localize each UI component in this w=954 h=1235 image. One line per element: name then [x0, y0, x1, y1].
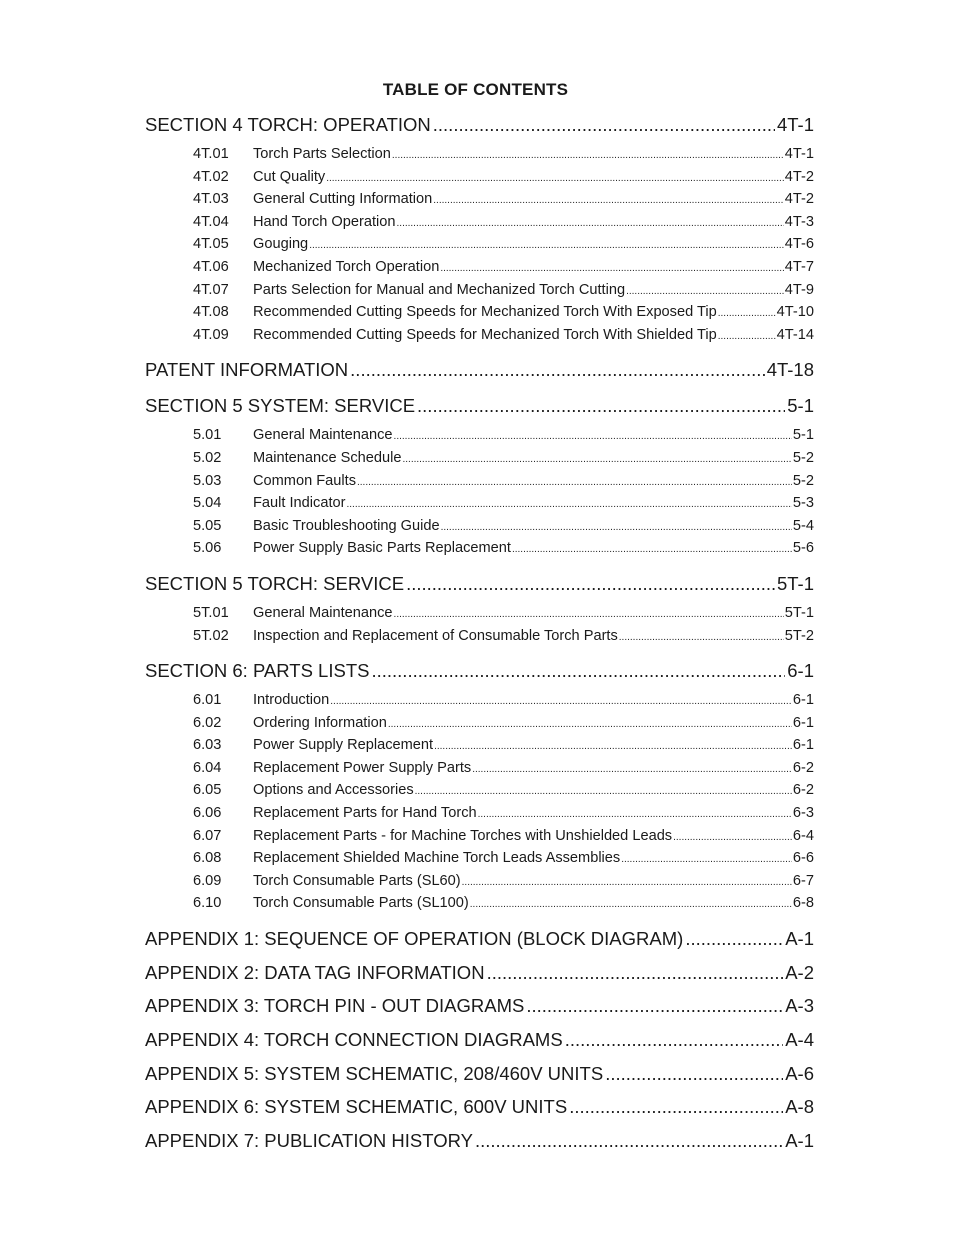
section-heading[interactable]: [145, 358, 814, 382]
dot-leader: [605, 1062, 783, 1086]
toc-item[interactable]: [193, 690, 814, 713]
entry-title: Torch Parts Selection: [253, 146, 391, 162]
entry-page-number: 5-6: [792, 540, 814, 557]
toc-item[interactable]: [193, 167, 814, 190]
entry-number: 6.08: [193, 850, 222, 867]
entry-title: APPENDIX 7: PUBLICATION HISTORY: [145, 1130, 473, 1152]
entry-number: 5.06: [193, 540, 222, 557]
spacer: [145, 1018, 814, 1028]
entry-title: Recommended Cutting Speeds for Mechanized Torch With Shielded Tip: [253, 326, 717, 343]
dot-leader: [718, 327, 776, 348]
section-items: [193, 690, 814, 916]
entry-number: 5.05: [193, 517, 222, 534]
entry-title: Options and Accessories: [253, 782, 414, 799]
toc-item[interactable]: [193, 471, 814, 494]
entry-title: PATENT INFORMATION: [145, 359, 349, 381]
entry-page-number: 5-1: [792, 427, 814, 444]
entry-page-number: 5T-1: [784, 604, 814, 621]
entry-title: SECTION 5 TORCH: SERVICE: [145, 572, 405, 594]
entry-title: Power Supply Basic Parts Replacement: [253, 540, 511, 557]
entry-number: 4T.01: [193, 146, 229, 162]
entry-page-number: 4T-18: [766, 359, 814, 381]
entry-number: 5.01: [193, 427, 222, 444]
section-heading[interactable]: [145, 113, 814, 137]
toc-page: [145, 80, 814, 1153]
dot-leader: [565, 1028, 784, 1052]
entry-title: Replacement Parts - for Machine Torches with Unshielded Leads: [253, 827, 673, 844]
toc-item[interactable]: [193, 735, 814, 758]
entry-number: 6.07: [193, 827, 222, 844]
entry-number: 5.03: [193, 472, 222, 489]
toc-item[interactable]: [193, 257, 814, 280]
entry-number: 5T.01: [193, 604, 229, 621]
spacer: [145, 1119, 814, 1129]
entry-title: Torch Consumable Parts (SL60): [253, 872, 461, 889]
dot-leader: [673, 828, 792, 849]
toc-item[interactable]: [193, 234, 814, 257]
entry-page-number: 6-3: [792, 805, 814, 822]
entry-number: 4T.06: [193, 258, 229, 275]
entry-number: 4T.02: [193, 168, 229, 185]
toc-item[interactable]: [193, 626, 814, 649]
entry-number: 6.01: [193, 692, 222, 709]
dot-leader: [619, 628, 784, 649]
dot-leader: [569, 1095, 783, 1119]
entry-title: Gouging: [253, 236, 309, 253]
entry-title: Parts Selection for Manual and Mechanized Torch Cutting: [253, 281, 626, 298]
entry-title: APPENDIX 4: TORCH CONNECTION DIAGRAMS: [145, 1029, 563, 1051]
entry-title: General Maintenance: [253, 604, 393, 621]
dot-leader: [440, 259, 783, 280]
entry-page-number: 5-4: [792, 517, 814, 534]
entry-title: SECTION 4 TORCH: OPERATION: [145, 114, 431, 135]
entry-page-number: 4T-2: [784, 168, 814, 185]
entry-title: Cut Quality: [253, 168, 326, 185]
spacer: [145, 382, 814, 394]
entry-title: Replacement Shielded Machine Torch Leads Assemblies: [253, 850, 621, 867]
spacer: [145, 1086, 814, 1096]
dot-leader: [397, 214, 784, 235]
section-heading[interactable]: [145, 659, 814, 683]
dot-leader: [406, 572, 775, 596]
entry-page-number: 6-8: [792, 895, 814, 912]
dot-leader: [621, 850, 792, 871]
spacer: [145, 916, 814, 927]
entry-page-number: A-2: [785, 961, 814, 983]
toc-item[interactable]: [193, 803, 814, 826]
appendix-heading[interactable]: [145, 994, 814, 1018]
dot-leader: [394, 427, 792, 448]
appendix-heading[interactable]: [145, 927, 814, 951]
toc-item[interactable]: [193, 848, 814, 871]
entry-title: Ordering Information: [253, 714, 387, 731]
entry-page-number: 4T-10: [776, 304, 814, 321]
entry-page-number: A-8: [785, 1096, 814, 1118]
entry-title: Fault Indicator: [253, 495, 346, 512]
entry-number: 6.09: [193, 872, 222, 889]
entry-number: 6.02: [193, 714, 222, 731]
entry-number: 4T.03: [193, 191, 229, 208]
entry-number: 6.04: [193, 759, 222, 776]
dot-leader: [309, 236, 784, 257]
toc-item[interactable]: [193, 302, 814, 325]
dot-leader: [470, 895, 792, 916]
appendix-heading[interactable]: [145, 1028, 814, 1052]
dot-leader: [357, 473, 792, 494]
toc-item[interactable]: [193, 448, 814, 471]
entry-page-number: 6-6: [792, 850, 814, 867]
entry-page-number: 4T-14: [776, 326, 814, 343]
dot-leader: [402, 450, 791, 471]
entry-title: APPENDIX 6: SYSTEM SCHEMATIC, 600V UNITS: [145, 1096, 568, 1118]
section-heading[interactable]: [145, 394, 814, 418]
dot-leader: [350, 358, 765, 382]
toc-item[interactable]: [193, 538, 814, 561]
dot-leader: [433, 191, 784, 212]
dot-leader: [512, 540, 792, 561]
spacer: [145, 561, 814, 572]
spacer: [145, 985, 814, 995]
entry-page-number: A-3: [785, 995, 814, 1017]
dot-leader: [388, 715, 792, 736]
entry-page-number: 6-1: [787, 660, 814, 682]
dot-leader: [394, 605, 784, 626]
entry-page-number: 6-1: [792, 692, 814, 709]
entry-number: 4T.09: [193, 326, 229, 343]
entry-number: 5.04: [193, 495, 222, 512]
entry-title: Recommended Cutting Speeds for Mechanized Torch With Exposed Tip: [253, 304, 717, 321]
section-items: [193, 144, 814, 347]
entry-title: APPENDIX 2: DATA TAG INFORMATION: [145, 961, 485, 983]
entry-number: 6.10: [193, 895, 222, 912]
entry-title: APPENDIX 3: TORCH PIN - OUT DIAGRAMS: [145, 995, 525, 1017]
toc-item[interactable]: [193, 189, 814, 212]
toc-item[interactable]: [193, 425, 814, 448]
entry-title: Power Supply Replacement: [253, 737, 434, 754]
entry-title: Introduction: [253, 692, 330, 709]
entry-title: General Maintenance: [253, 427, 393, 444]
entry-title: APPENDIX 1: SEQUENCE OF OPERATION (BLOCK DIAGRAM): [145, 928, 684, 950]
section-items: [193, 603, 814, 648]
toc-item[interactable]: [193, 871, 814, 894]
entry-page-number: 4T-2: [784, 191, 814, 208]
toc-item[interactable]: [193, 893, 814, 916]
appendix-heading[interactable]: [145, 1095, 814, 1119]
entry-title: Maintenance Schedule: [253, 449, 402, 466]
entry-number: 4T.04: [193, 213, 229, 230]
toc-item[interactable]: [193, 144, 814, 167]
section-items: [193, 425, 814, 561]
entry-page-number: 4T-1: [776, 114, 814, 135]
toc-item[interactable]: [193, 780, 814, 803]
entry-page-number: 6-1: [792, 737, 814, 754]
dot-leader: [478, 805, 792, 826]
toc-item[interactable]: [193, 280, 814, 303]
entry-title: Common Faults: [253, 472, 356, 489]
entry-page-number: 4T-6: [784, 236, 814, 253]
toc-item[interactable]: [193, 212, 814, 235]
entry-page-number: 4T-7: [784, 258, 814, 275]
entry-page-number: 5T-2: [784, 627, 814, 644]
entry-page-number: 6-7: [792, 872, 814, 889]
spacer: [145, 648, 814, 659]
dot-leader: [326, 169, 784, 190]
entry-title: Basic Troubleshooting Guide: [253, 517, 440, 534]
entry-page-number: A-6: [785, 1062, 814, 1084]
entry-page-number: 6-2: [792, 759, 814, 776]
appendix-heading[interactable]: [145, 961, 814, 985]
dot-leader: [392, 146, 784, 167]
dot-leader: [434, 737, 792, 758]
toc-item[interactable]: [193, 713, 814, 736]
entry-title: APPENDIX 5: SYSTEM SCHEMATIC, 208/460V UNITS: [145, 1062, 604, 1084]
dot-leader: [462, 873, 792, 894]
dot-leader: [626, 282, 784, 303]
entry-page-number: A-1: [785, 928, 814, 950]
dot-leader: [441, 518, 792, 539]
entry-page-number: A-1: [785, 1130, 814, 1152]
toc-item[interactable]: [193, 516, 814, 539]
toc-item[interactable]: [193, 826, 814, 849]
dot-leader: [415, 782, 792, 803]
entry-page-number: 5-2: [792, 472, 814, 489]
appendix-heading[interactable]: [145, 1062, 814, 1086]
toc-item[interactable]: [193, 603, 814, 626]
dot-leader: [685, 927, 783, 951]
entry-page-number: 5-1: [787, 395, 814, 417]
toc-item[interactable]: [193, 758, 814, 781]
entry-number: 6.06: [193, 805, 222, 822]
entry-page-number: 6-1: [792, 714, 814, 731]
entry-title: Inspection and Replacement of Consumable Torch Parts: [253, 627, 618, 644]
entry-title: Torch Consumable Parts (SL100): [253, 895, 469, 912]
spacer: [145, 347, 814, 358]
entry-title: General Cutting Information: [253, 191, 433, 208]
entry-title: Hand Torch Operation: [253, 213, 396, 230]
entry-page-number: A-4: [785, 1029, 814, 1051]
section-heading[interactable]: [145, 572, 814, 596]
entry-title: Replacement Parts for Hand Torch: [253, 805, 477, 822]
dot-leader: [330, 692, 792, 713]
entry-title: SECTION 5 SYSTEM: SERVICE: [145, 395, 416, 417]
entry-title: Mechanized Torch Operation: [253, 258, 440, 275]
dot-leader: [346, 495, 791, 516]
entry-number: 6.03: [193, 737, 222, 754]
spacer: [145, 951, 814, 961]
entry-page-number: 5T-1: [776, 572, 814, 594]
toc-item[interactable]: [193, 325, 814, 348]
dot-leader: [433, 113, 775, 137]
dot-leader: [487, 961, 784, 985]
entry-page-number: 5-3: [792, 495, 814, 512]
dot-leader: [371, 659, 785, 683]
entry-number: 5T.02: [193, 627, 229, 644]
entry-number: 4T.05: [193, 236, 229, 253]
toc-body: [145, 113, 814, 1153]
entry-page-number: 6-2: [792, 782, 814, 799]
dot-leader: [718, 304, 776, 325]
entry-number: 6.05: [193, 782, 222, 799]
toc-title: TABLE OF CONTENTS: [382, 80, 569, 99]
entry-number: 4T.08: [193, 304, 229, 321]
dot-leader: [472, 760, 792, 781]
entry-page-number: 6-4: [792, 827, 814, 844]
entry-number: 4T.07: [193, 281, 229, 298]
appendix-heading[interactable]: [145, 1129, 814, 1153]
dot-leader: [417, 394, 785, 418]
entry-page-number: 4T-3: [784, 213, 814, 230]
spacer: [145, 1052, 814, 1062]
entry-title: Replacement Power Supply Parts: [253, 759, 472, 776]
entry-page-number: 5-2: [792, 449, 814, 466]
entry-page-number: 4T-1: [784, 146, 814, 162]
entry-title: SECTION 6: PARTS LISTS: [145, 660, 370, 682]
dot-leader: [526, 994, 783, 1018]
dot-leader: [475, 1129, 783, 1153]
toc-item[interactable]: [193, 493, 814, 516]
entry-page-number: 4T-9: [784, 281, 814, 298]
entry-number: 5.02: [193, 449, 222, 466]
